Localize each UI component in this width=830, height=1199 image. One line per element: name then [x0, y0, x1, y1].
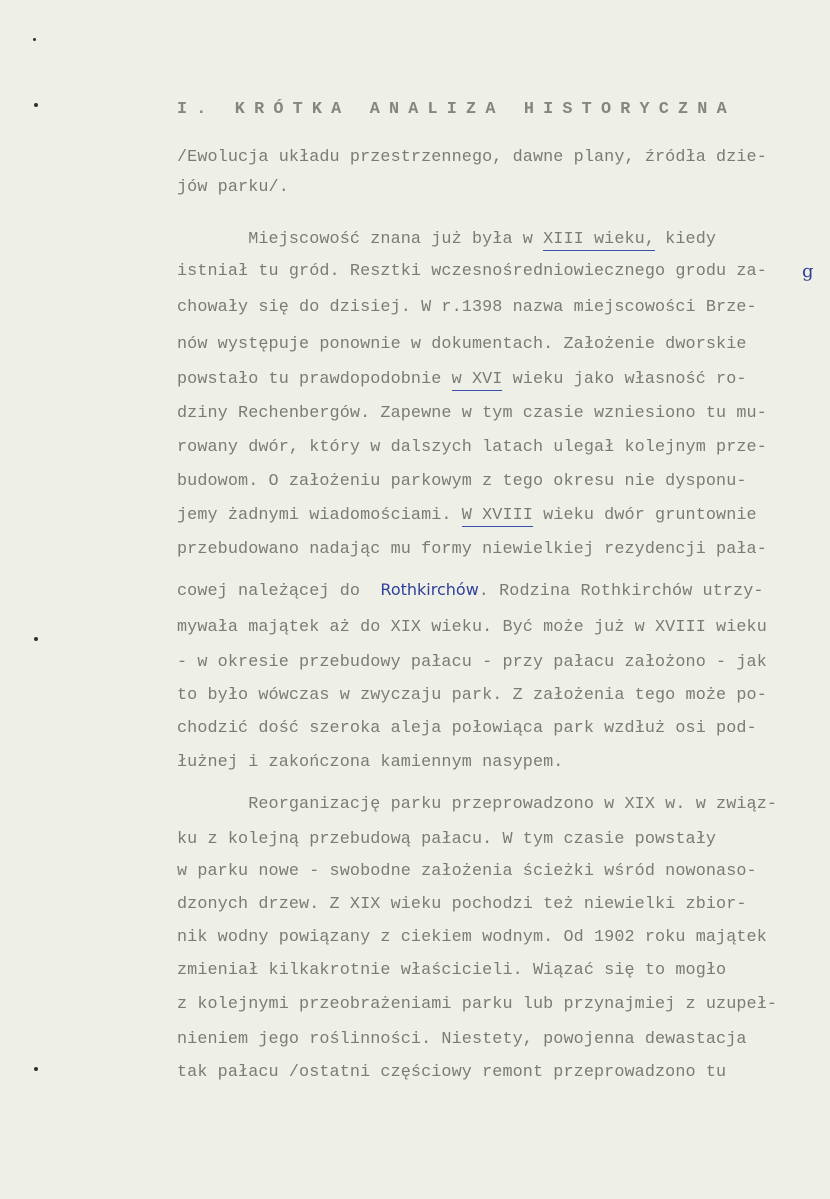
text-line [177, 895, 747, 915]
text-segment: zmieniał kilkakrotnie właścicieli. Wiązać się to mogło [177, 961, 727, 980]
text-line [177, 653, 767, 673]
text-segment: istniał tu gród. Resztki wczesnośredniowiecznego grodu za- [177, 262, 767, 281]
text-segment: cowej należącej do [177, 582, 381, 601]
text-line [177, 472, 747, 492]
text-line [177, 298, 757, 318]
text-line [177, 961, 726, 981]
text-line [177, 540, 767, 560]
text-segment: Reorganizację parku przeprowadzono w XIX w. w związ- [177, 795, 778, 814]
text-segment: powstało tu prawdopodobnie [177, 370, 452, 389]
text-segment: wieku jako własność ro- [502, 370, 747, 389]
text-line [177, 580, 764, 602]
margin-mark [34, 1067, 38, 1071]
text-segment: tak pałacu /ostatni częściowy remont przeprowadzono tu [177, 1063, 727, 1082]
text-segment: w parku nowe - swobodne założenia ścieżki wśród nowonaso- [177, 862, 757, 881]
margin-mark [34, 103, 38, 107]
text-segment: - w okresie przebudowy pałacu - przy pałacu założono - jak [177, 653, 767, 672]
underlined-text: XIII wieku, [543, 230, 656, 249]
text-segment: jemy żadnymi wiadomościami. [177, 506, 462, 525]
text-segment: dziny Rechenbergów. Zapewne w tym czasie wzniesiono tu mu- [177, 404, 767, 423]
text-line [177, 335, 747, 355]
handwritten-text: Rothkirchów [380, 580, 479, 599]
text-line [177, 753, 563, 773]
text-line [177, 1063, 726, 1083]
text-line [177, 830, 716, 850]
text-segment: mywała majątek aż do XIX wieku. Być może już w XVIII wieku [177, 618, 767, 637]
text-line [177, 1030, 747, 1050]
text-line [177, 686, 767, 706]
text-segment: nów występuje ponownie w dokumentach. Założenie dworskie [177, 335, 747, 354]
text-segment: przebudowano nadając mu formy niewielkiej rezydencji pała- [177, 540, 767, 559]
margin-mark [33, 38, 36, 41]
text-segment: nik wodny powiązany z ciekiem wodnym. Od 1902 roku majątek [177, 928, 767, 947]
subtitle-line: /Ewolucja układu przestrzennego, dawne plany, źródła dzie- [177, 148, 767, 167]
text-segment: . Rodzina Rothkirchów utrzy- [478, 582, 764, 601]
text-segment: kiedy [655, 230, 717, 249]
handwritten-correction: g [802, 261, 814, 282]
text-segment: chodzić dość szeroka aleja połowiąca park wzdłuż osi pod- [177, 719, 757, 738]
text-segment: ku z kolejną przebudową pałacu. W tym czasie powstały [177, 830, 717, 849]
text-line [177, 928, 767, 948]
section-title: I. KRÓTKA ANALIZA HISTORYCZNA [177, 100, 736, 119]
text-segment: to było wówczas w zwyczaju park. Z założenia tego może po- [177, 686, 767, 705]
text-segment: wieku dwór gruntownie [532, 506, 757, 525]
margin-mark [34, 637, 38, 641]
text-line [177, 230, 716, 250]
text-segment: chowały się do dzisiej. W r.1398 nazwa miejscowości Brze- [177, 298, 757, 317]
text-line [177, 719, 757, 739]
text-line [177, 506, 757, 526]
text-line [177, 262, 767, 282]
text-line [177, 370, 747, 390]
text-segment: łużnej i zakończona kamiennym nasypem. [177, 753, 564, 772]
text-segment: rowany dwór, który w dalszych latach ulegał kolejnym prze- [177, 438, 767, 457]
text-line [177, 862, 757, 882]
text-line [177, 795, 777, 815]
text-segment: nieniem jego roślinności. Niestety, powojenna dewastacja [177, 1030, 747, 1049]
text-line [177, 995, 777, 1015]
subtitle-line: jów parku/. [177, 178, 289, 197]
text-segment: dzonych drzew. Z XIX wieku pochodzi też niewielki zbior- [177, 895, 747, 914]
text-segment: Miejscowość znana już była w [177, 230, 544, 249]
underlined-text: w XVI [451, 370, 503, 389]
text-segment: z kolejnymi przeobrażeniami parku lub przynajmiej z uzupeł- [177, 995, 778, 1014]
underlined-text: W XVIII [461, 506, 533, 525]
text-line [177, 618, 767, 638]
text-segment: budowom. O założeniu parkowym z tego okresu nie dysponu- [177, 472, 747, 491]
text-line [177, 438, 767, 458]
text-line [177, 404, 767, 424]
